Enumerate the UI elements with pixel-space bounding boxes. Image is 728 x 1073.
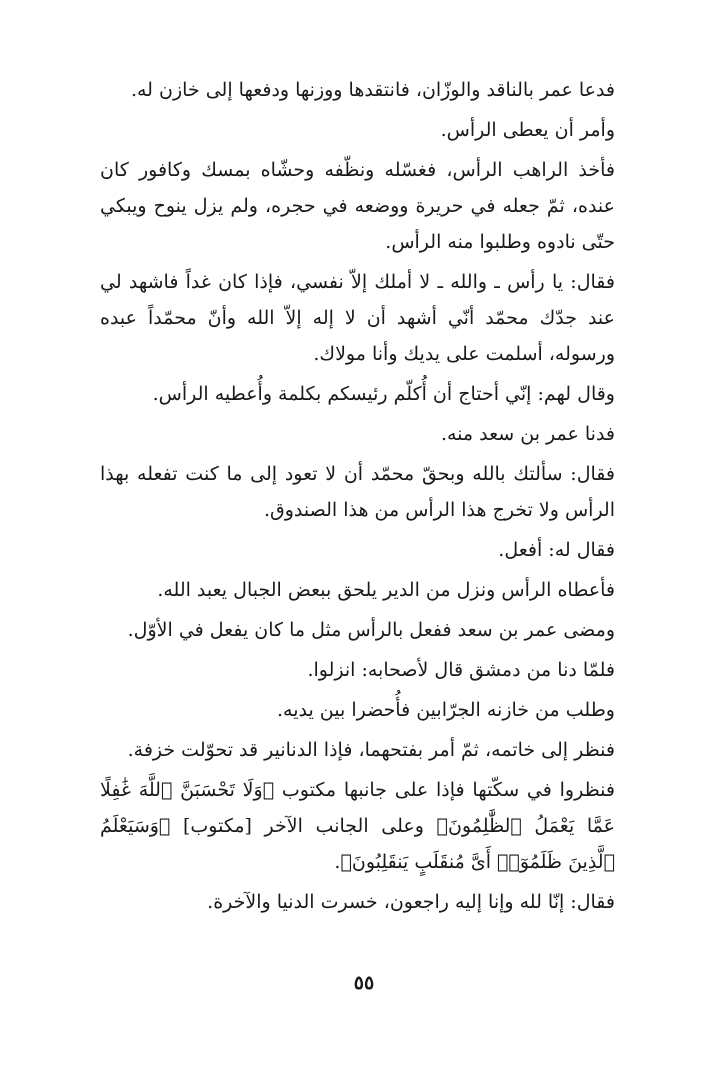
paragraph: فأخذ الراهب الرأس، فغسّله ونظّفه وحشّاه بمسك وكافور كان عنده، ثمّ جعله في حريرة ووضعه في حجره، ولم يزل ينوح ويبكي حتّى نادوه وطلبوا منه الرأس. [100, 159, 615, 253]
paragraph: فدنا عمر بن سعد منه. [440, 423, 615, 445]
paragraph: فقال: سألتك بالله وبحقّ محمّد أن لا تعود إلى ما كنت تفعله بهذا الرأس ولا تخرج هذا الرأس من هذا الصندوق. [100, 463, 615, 521]
paragraph: وقال لهم: إنّي أحتاج أن أُكلّم رئيسكم بكلمة وأُعطيه الرأس. [152, 383, 615, 405]
paragraph: ومضى عمر بن سعد ففعل بالرأس مثل ما كان يفعل في الأوّل. [127, 619, 615, 641]
paragraph: فدعا عمر بالناقد والوزّان، فانتقدها ووزنها ودفعها إلى خازن له. [130, 79, 615, 101]
paragraph: فقال: إنّا لله وإنا إليه راجعون، خسرت الدنيا والآخرة. [207, 891, 615, 913]
paragraph: فنظر إلى خاتمه، ثمّ أمر بفتحهما، فإذا الدنانير قد تحوّلت خزفة. [127, 739, 615, 761]
body-text [100, 72, 615, 924]
paragraph: فلمّا دنا من دمشق قال لأصحابه: انزلوا. [307, 659, 615, 681]
paragraph: فنظروا في سكّتها فإذا على جانبها مكتوب ﴿وَلَا تَحْسَبَنَّ ٱللَّهَ غَٰفِلًا عَمَّا يَعْمَلُ ٱلظَّٰلِمُونَ﴾ وعلى الجانب الآخر [مكتوب] ﴿وَسَيَعْلَمُ ٱلَّذِينَ ظَلَمُوٓا۟ أَىَّ مُنقَلَبٍ يَنقَلِبُونَ﴾. [100, 779, 615, 873]
paragraph: فقال: يا رأس ـ والله ـ لا أملك إلاّ نفسي، فإذا كان غداً فاشهد لي عند جدّك محمّد أنّي أشهد أن لا إله إلاّ الله وأنّ محمّداً عبده ورسوله، أسلمت على يديك وأنا مولاك. [100, 271, 615, 365]
paragraph: فأعطاه الرأس ونزل من الدير يلحق ببعض الجبال يعبد الله. [157, 579, 615, 601]
page-number: ٥٥ [353, 972, 375, 994]
paragraph: وأمر أن يعطى الرأس. [440, 119, 615, 141]
paragraph: فقال له: أفعل. [498, 539, 615, 561]
paragraph: وطلب من خازنه الجرّابين فأُحضرا بين يديه. [276, 699, 615, 721]
